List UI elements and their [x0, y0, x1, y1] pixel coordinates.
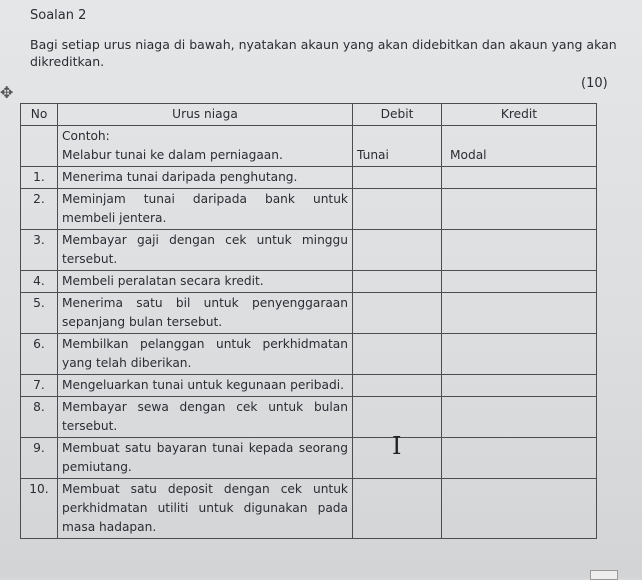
table-row — [21, 397, 597, 438]
row-transaction-text: Membayar sewa dengan cek untuk bulan tersebut. — [58, 397, 353, 438]
row-kredit-answer[interactable] — [442, 375, 597, 397]
marks-label: (10) — [581, 76, 608, 91]
example-no-cell — [21, 126, 58, 167]
row-transaction-text: Menerima tunai daripada penghutang. — [58, 167, 353, 189]
table-row — [21, 293, 597, 334]
row-number: 6. — [21, 334, 58, 375]
row-debit-answer[interactable] — [353, 334, 442, 375]
move-handle-icon[interactable]: ✥ — [0, 83, 14, 102]
row-kredit-answer[interactable] — [442, 230, 597, 271]
header-no: No — [21, 104, 58, 126]
example-label: Contoh: — [62, 129, 110, 143]
row-transaction-text: Membeli peralatan secara kredit. — [58, 271, 353, 293]
row-debit-answer[interactable] — [353, 293, 442, 334]
table-row — [21, 230, 597, 271]
row-debit-answer[interactable] — [353, 189, 442, 230]
table-row — [21, 167, 597, 189]
row-kredit-answer[interactable] — [442, 334, 597, 375]
example-kredit: Modal — [450, 148, 487, 162]
row-kredit-answer[interactable] — [442, 293, 597, 334]
example-debit-cell — [353, 126, 442, 167]
row-debit-answer[interactable] — [353, 167, 442, 189]
row-kredit-answer[interactable] — [442, 438, 597, 479]
row-kredit-answer[interactable] — [442, 397, 597, 438]
row-transaction-text: Menerima satu bil untuk penyenggaraan sepanjang bulan tersebut. — [58, 293, 353, 334]
example-kredit-cell — [442, 126, 597, 167]
row-number: 10. — [21, 479, 58, 539]
row-number: 8. — [21, 397, 58, 438]
row-number: 1. — [21, 167, 58, 189]
question-title: Soalan 2 — [30, 8, 87, 23]
row-debit-answer[interactable] — [353, 375, 442, 397]
table-header-row — [21, 104, 597, 126]
example-debit: Tunai — [357, 148, 389, 162]
row-debit-answer[interactable] — [353, 230, 442, 271]
row-number: 4. — [21, 271, 58, 293]
row-kredit-answer[interactable] — [442, 479, 597, 539]
row-number: 5. — [21, 293, 58, 334]
header-debit: Debit — [353, 104, 442, 126]
header-kredit: Kredit — [442, 104, 597, 126]
row-number: 3. — [21, 230, 58, 271]
row-kredit-answer[interactable] — [442, 271, 597, 293]
header-urus-niaga: Urus niaga — [58, 104, 353, 126]
example-row — [21, 126, 597, 167]
text-cursor-icon: I — [392, 432, 402, 460]
row-debit-answer[interactable] — [353, 271, 442, 293]
table-row — [21, 271, 597, 293]
example-text-cell — [58, 126, 353, 167]
row-transaction-text: Membayar gaji dengan cek untuk minggu tersebut. — [58, 230, 353, 271]
row-transaction-text: Membuat satu deposit dengan cek untuk perkhidmatan utiliti untuk digunakan pada masa hadapan. — [58, 479, 353, 539]
row-number: 7. — [21, 375, 58, 397]
row-transaction-text: Meminjam tunai daripada bank untuk membeli jentera. — [58, 189, 353, 230]
example-text: Melabur tunai ke dalam perniagaan. — [62, 148, 283, 162]
row-transaction-text: Membilkan pelanggan untuk perkhidmatan yang telah diberikan. — [58, 334, 353, 375]
table-row — [21, 438, 597, 479]
table-row — [21, 334, 597, 375]
table-row — [21, 189, 597, 230]
row-transaction-text: Membuat satu bayaran tunai kepada seorang pemiutang. — [58, 438, 353, 479]
window-corner — [590, 570, 618, 580]
table-row — [21, 375, 597, 397]
row-transaction-text: Mengeluarkan tunai untuk kegunaan peribadi. — [58, 375, 353, 397]
row-debit-answer[interactable] — [353, 479, 442, 539]
row-kredit-answer[interactable] — [442, 167, 597, 189]
row-kredit-answer[interactable] — [442, 189, 597, 230]
table-row — [21, 479, 597, 539]
row-number: 9. — [21, 438, 58, 479]
transaction-table — [20, 103, 597, 539]
row-number: 2. — [21, 189, 58, 230]
question-instruction: Bagi setiap urus niaga di bawah, nyatakan akaun yang akan didebitkan dan akaun yang akan dikreditkan. — [30, 37, 617, 69]
